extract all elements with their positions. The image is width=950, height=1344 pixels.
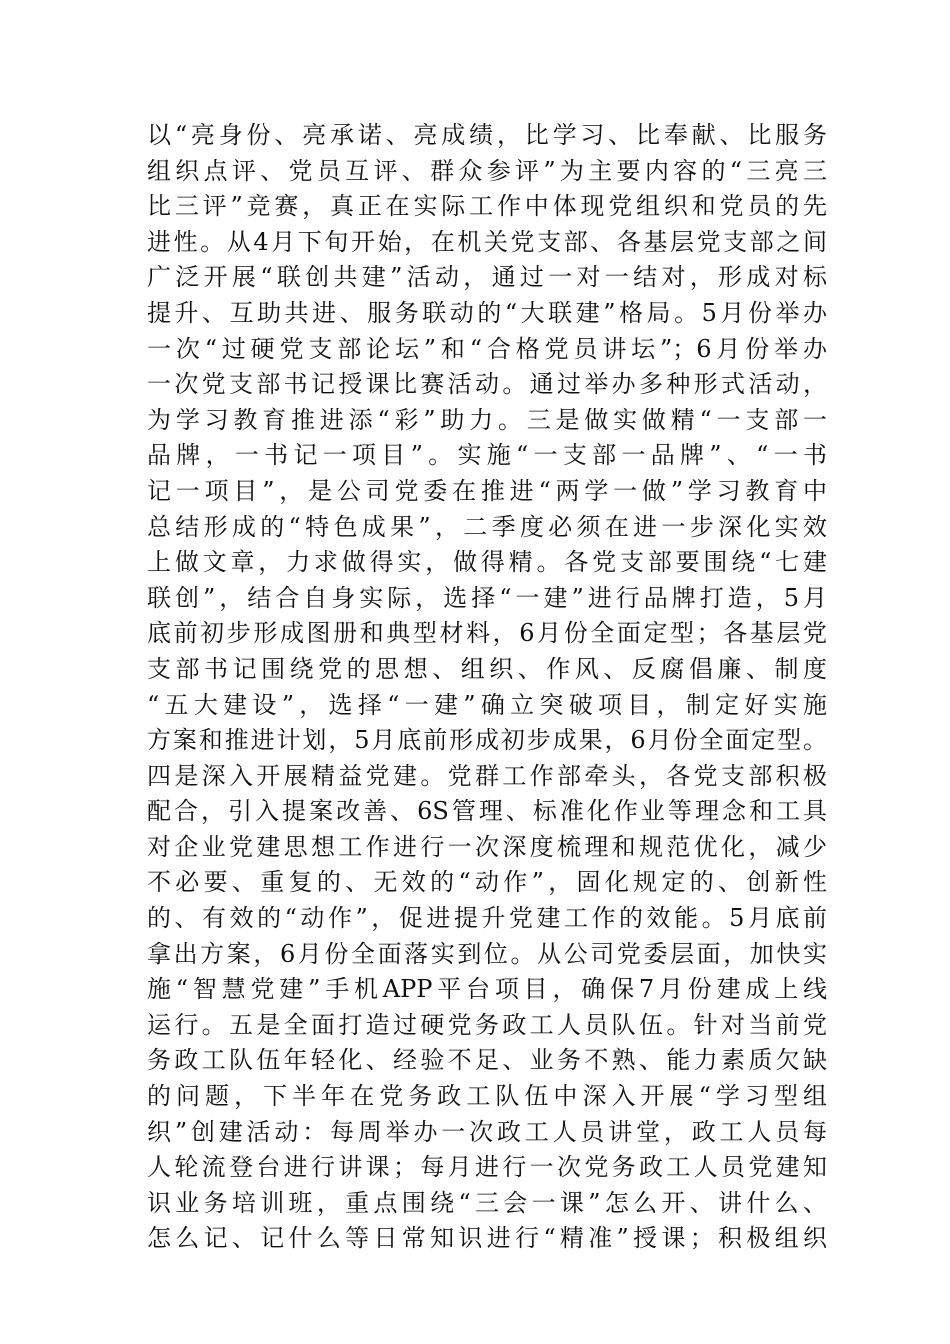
text-line: 联创”，结合自身实际，选择“一建”进行品牌打造，5月 (147, 583, 827, 612)
text-line: 人轮流登台进行讲课；每月进行一次党务政工人员党建知 (147, 1153, 827, 1182)
text-line: 拿出方案，6月份全面落实到位。从公司党委层面，加快实 (147, 939, 827, 968)
text-line: 识业务培训班，重点围绕“三会一课”怎么开、讲什么、 (147, 1188, 827, 1217)
text-line: 为学习教育推进添“彩”助力。三是做实做精“一支部一 (147, 405, 827, 434)
text-line: 怎么记、记什么等日常知识进行“精准”授课；积极组织 (147, 1224, 827, 1253)
text-line: 记一项目”，是公司党委在推进“两学一做”学习教育中 (147, 476, 827, 505)
text-line: 方案和推进计划，5月底前形成初步成果，6月份全面定型。 (147, 726, 827, 755)
text-line: 织”创建活动：每周举办一次政工人员讲堂，政工人员每 (147, 1117, 827, 1146)
text-line: 对企业党建思想工作进行一次深度梳理和规范优化，减少 (147, 832, 827, 861)
text-line: 一次党支部书记授课比赛活动。通过举办多种形式活动， (147, 370, 827, 399)
text-line: 的、有效的“动作”，促进提升党建工作的效能。5月底前 (147, 904, 827, 933)
text-line: 一次“过硬党支部论坛”和“合格党员讲坛”；6月份举办 (147, 334, 827, 363)
text-line: 以“亮身份、亮承诺、亮成绩，比学习、比奉献、比服务 (147, 121, 827, 149)
text-line: 施“智慧党建”手机APP平台项目，确保7月份建成上线 (147, 975, 827, 1004)
text-line: 支部书记围绕党的思想、组织、作风、反腐倡廉、制度 (147, 654, 827, 683)
text-line: 底前初步形成图册和典型材料，6月份全面定型；各基层党 (147, 619, 827, 648)
text-line: 务政工队伍年轻化、经验不足、业务不熟、能力素质欠缺 (147, 1046, 827, 1075)
text-line: 上做文章，力求做得实，做得精。各党支部要围绕“七建 (147, 548, 827, 577)
body-text (147, 118, 827, 1257)
text-line: 四是深入开展精益党建。党群工作部牵头，各党支部积极 (147, 761, 827, 790)
text-line: “五大建设”，选择“一建”确立突破项目，制定好实施 (147, 690, 827, 719)
text-line: 配合，引入提案改善、6S管理、标准化作业等理念和工具 (147, 797, 827, 826)
text-line: 组织点评、党员互评、群众参评”为主要内容的“三亮三 (147, 156, 827, 185)
text-line: 比三评”竞赛，真正在实际工作中体现党组织和党员的先 (147, 192, 827, 221)
text-line: 提升、互助共进、服务联动的“大联建”格局。5月份举办 (147, 298, 827, 327)
text-line: 的问题，下半年在党务政工队伍中深入开展“学习型组 (147, 1082, 827, 1111)
text-line: 品牌，一书记一项目”。实施“一支部一品牌”、“一书 (147, 441, 827, 470)
text-line: 总结形成的“特色成果”，二季度必须在进一步深化实效 (147, 512, 827, 541)
text-line: 运行。五是全面打造过硬党务政工人员队伍。针对当前党 (147, 1010, 827, 1039)
text-line: 广泛开展“联创共建”活动，通过一对一结对，形成对标 (147, 263, 827, 292)
text-line: 不必要、重复的、无效的“动作”，固化规定的、创新性 (147, 868, 827, 897)
text-line: 进性。从4月下旬开始，在机关党支部、各基层党支部之间 (147, 227, 827, 256)
